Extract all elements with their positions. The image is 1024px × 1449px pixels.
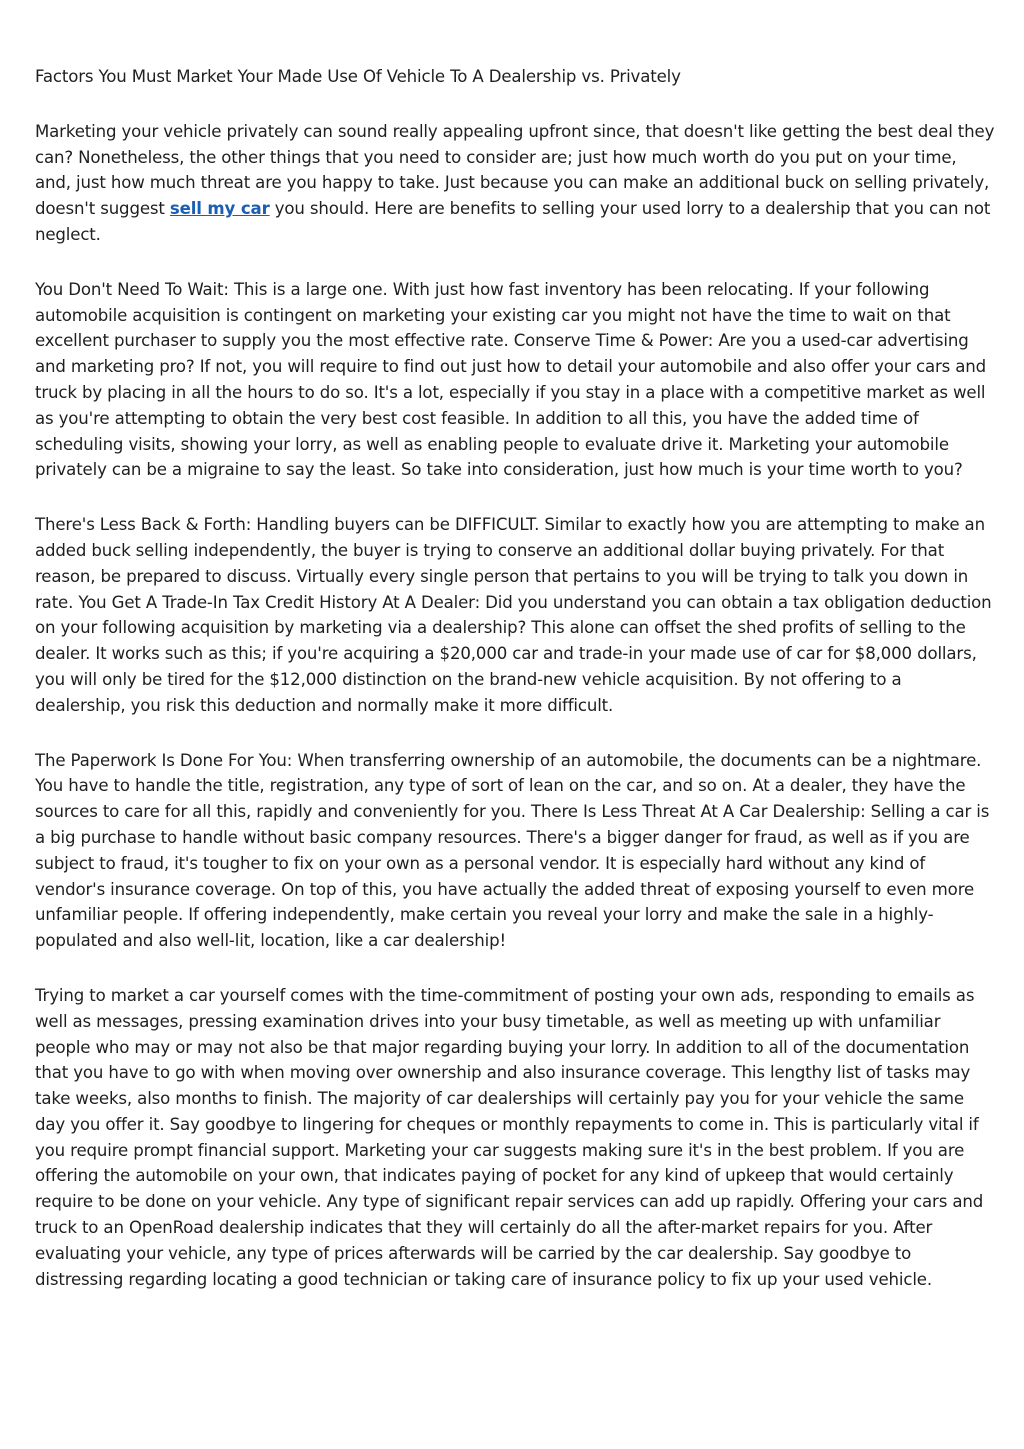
paragraph-dont-need-to-wait: You Don't Need To Wait: This is a large one. With just how fast inventory has been relocating. If your following automobile acquisition is contingent on marketing your existing car you might not have the time to wait on that excellent purchaser to supply you the most effective rate. Conserve Time & Power: Are you a used-car advertising and marketing pro? If not, you will require to find out just how to detail your automobile and also offer your cars and truck by placing in all the hours to do so. It's a lot, especially if you stay in a place with a competitive market as well as you're attempting to obtain the very best cost feasible. In addition to all this, you have the added time of scheduling visits, showing your lorry, as well as enabling people to evaluate drive it. Marketing your automobile privately can be a migraine to say the least. So take into consideration, just how much is your time worth to you? <box>35 279 987 480</box>
paragraph-less-back-and-forth: There's Less Back & Forth: Handling buyers can be DIFFICULT. Similar to exactly how you are attempting to make an added buck selling independently, the buyer is trying to conserve an additional dollar buying privately. For that reason, be prepared to discuss. Virtually every single person that pertains to you will be trying to talk you down in rate. You Get A Trade-In Tax Credit History At A Dealer: Did you understand you can obtain a tax obligation deduction on your following acquisition by marketing via a dealership? This alone can offset the shed profits of selling to the dealer. It works such as this; if you're acquiring a $20,000 car and trade-in your made use of car for $8,000 dollars, you will only be tired for the $12,000 distinction on the brand-new vehicle acquisition. By not offering to a dealership, you risk this deduction and normally make it more difficult. <box>35 515 992 715</box>
paragraph-intro-text-before: Marketing your vehicle privately can sound really appealing upfront since, that doesn't like getting the best deal they can? Nonetheless, the other things that you need to consider are; just how much worth do you put on your time, and, just how much threat are you happy to take. Just because you can make an additional buck on selling privately, doesn't suggest <box>35 121 995 219</box>
document-title: Factors You Must Market Your Made Use Of Vehicle To A Dealership vs. Privately <box>35 67 681 86</box>
sell-my-car-link[interactable]: sell my car <box>169 199 270 219</box>
paragraph-trying-to-market: Trying to market a car yourself comes with the time-commitment of posting your own ads, responding to emails as well as messages, pressing examination drives into your busy timetable, as well as meeting up with unfamiliar people who may or may not also be that major regarding buying your lorry. In addition to all of the documentation that you have to go with when moving over ownership and also insurance coverage. This lengthy list of tasks may take weeks, also months to finish. The majority of car dealerships will certainly pay you for your vehicle the same day you offer it. Say goodbye to lingering for cheques or monthly repayments to come in. This is particularly vital if you require prompt financial support. Marketing your car suggests making sure it's in the best problem. If you are offering the automobile on your own, that indicates paying of pocket for any kind of upkeep that would certainly require to be done on your vehicle. Any type of significant repair services can add up rapidly. Offering your cars and truck to an OpenRoad dealership indicates that they will certainly do all the after-market repairs for you. After evaluating your vehicle, any type of prices afterwards will be carried by the car dealership. Say goodbye to distressing regarding locating a good technician or taking care of insurance policy to fix up your used vehicle. <box>35 985 984 1289</box>
paragraph-intro-text-after: you should. Here are benefits to selling your used lorry to a dealership that you can not neglect. <box>35 199 991 244</box>
paragraph-paperwork: The Paperwork Is Done For You: When transferring ownership of an automobile, the documents can be a nightmare. You have to handle the title, registration, any type of sort of lean on the car, and so on. At a dealer, they have the sources to care for all this, rapidly and conveniently for you. There Is Less Threat At A Car Dealership: Selling a car is a big purchase to handle without basic company resources. There's a bigger danger for fraud, as well as if you are subject to fraud, it's tougher to fix on your own as a personal vendor. It is especially hard without any kind of vendor's insurance coverage. On top of this, you have actually the added threat of exposing yourself to even more unfamiliar people. If offering independently, make certain you reveal your lorry and make the sale in a highly-populated and also well-lit, location, like a car dealership! <box>35 750 990 951</box>
document-page <box>35 64 995 1321</box>
paragraph-intro <box>35 119 995 248</box>
